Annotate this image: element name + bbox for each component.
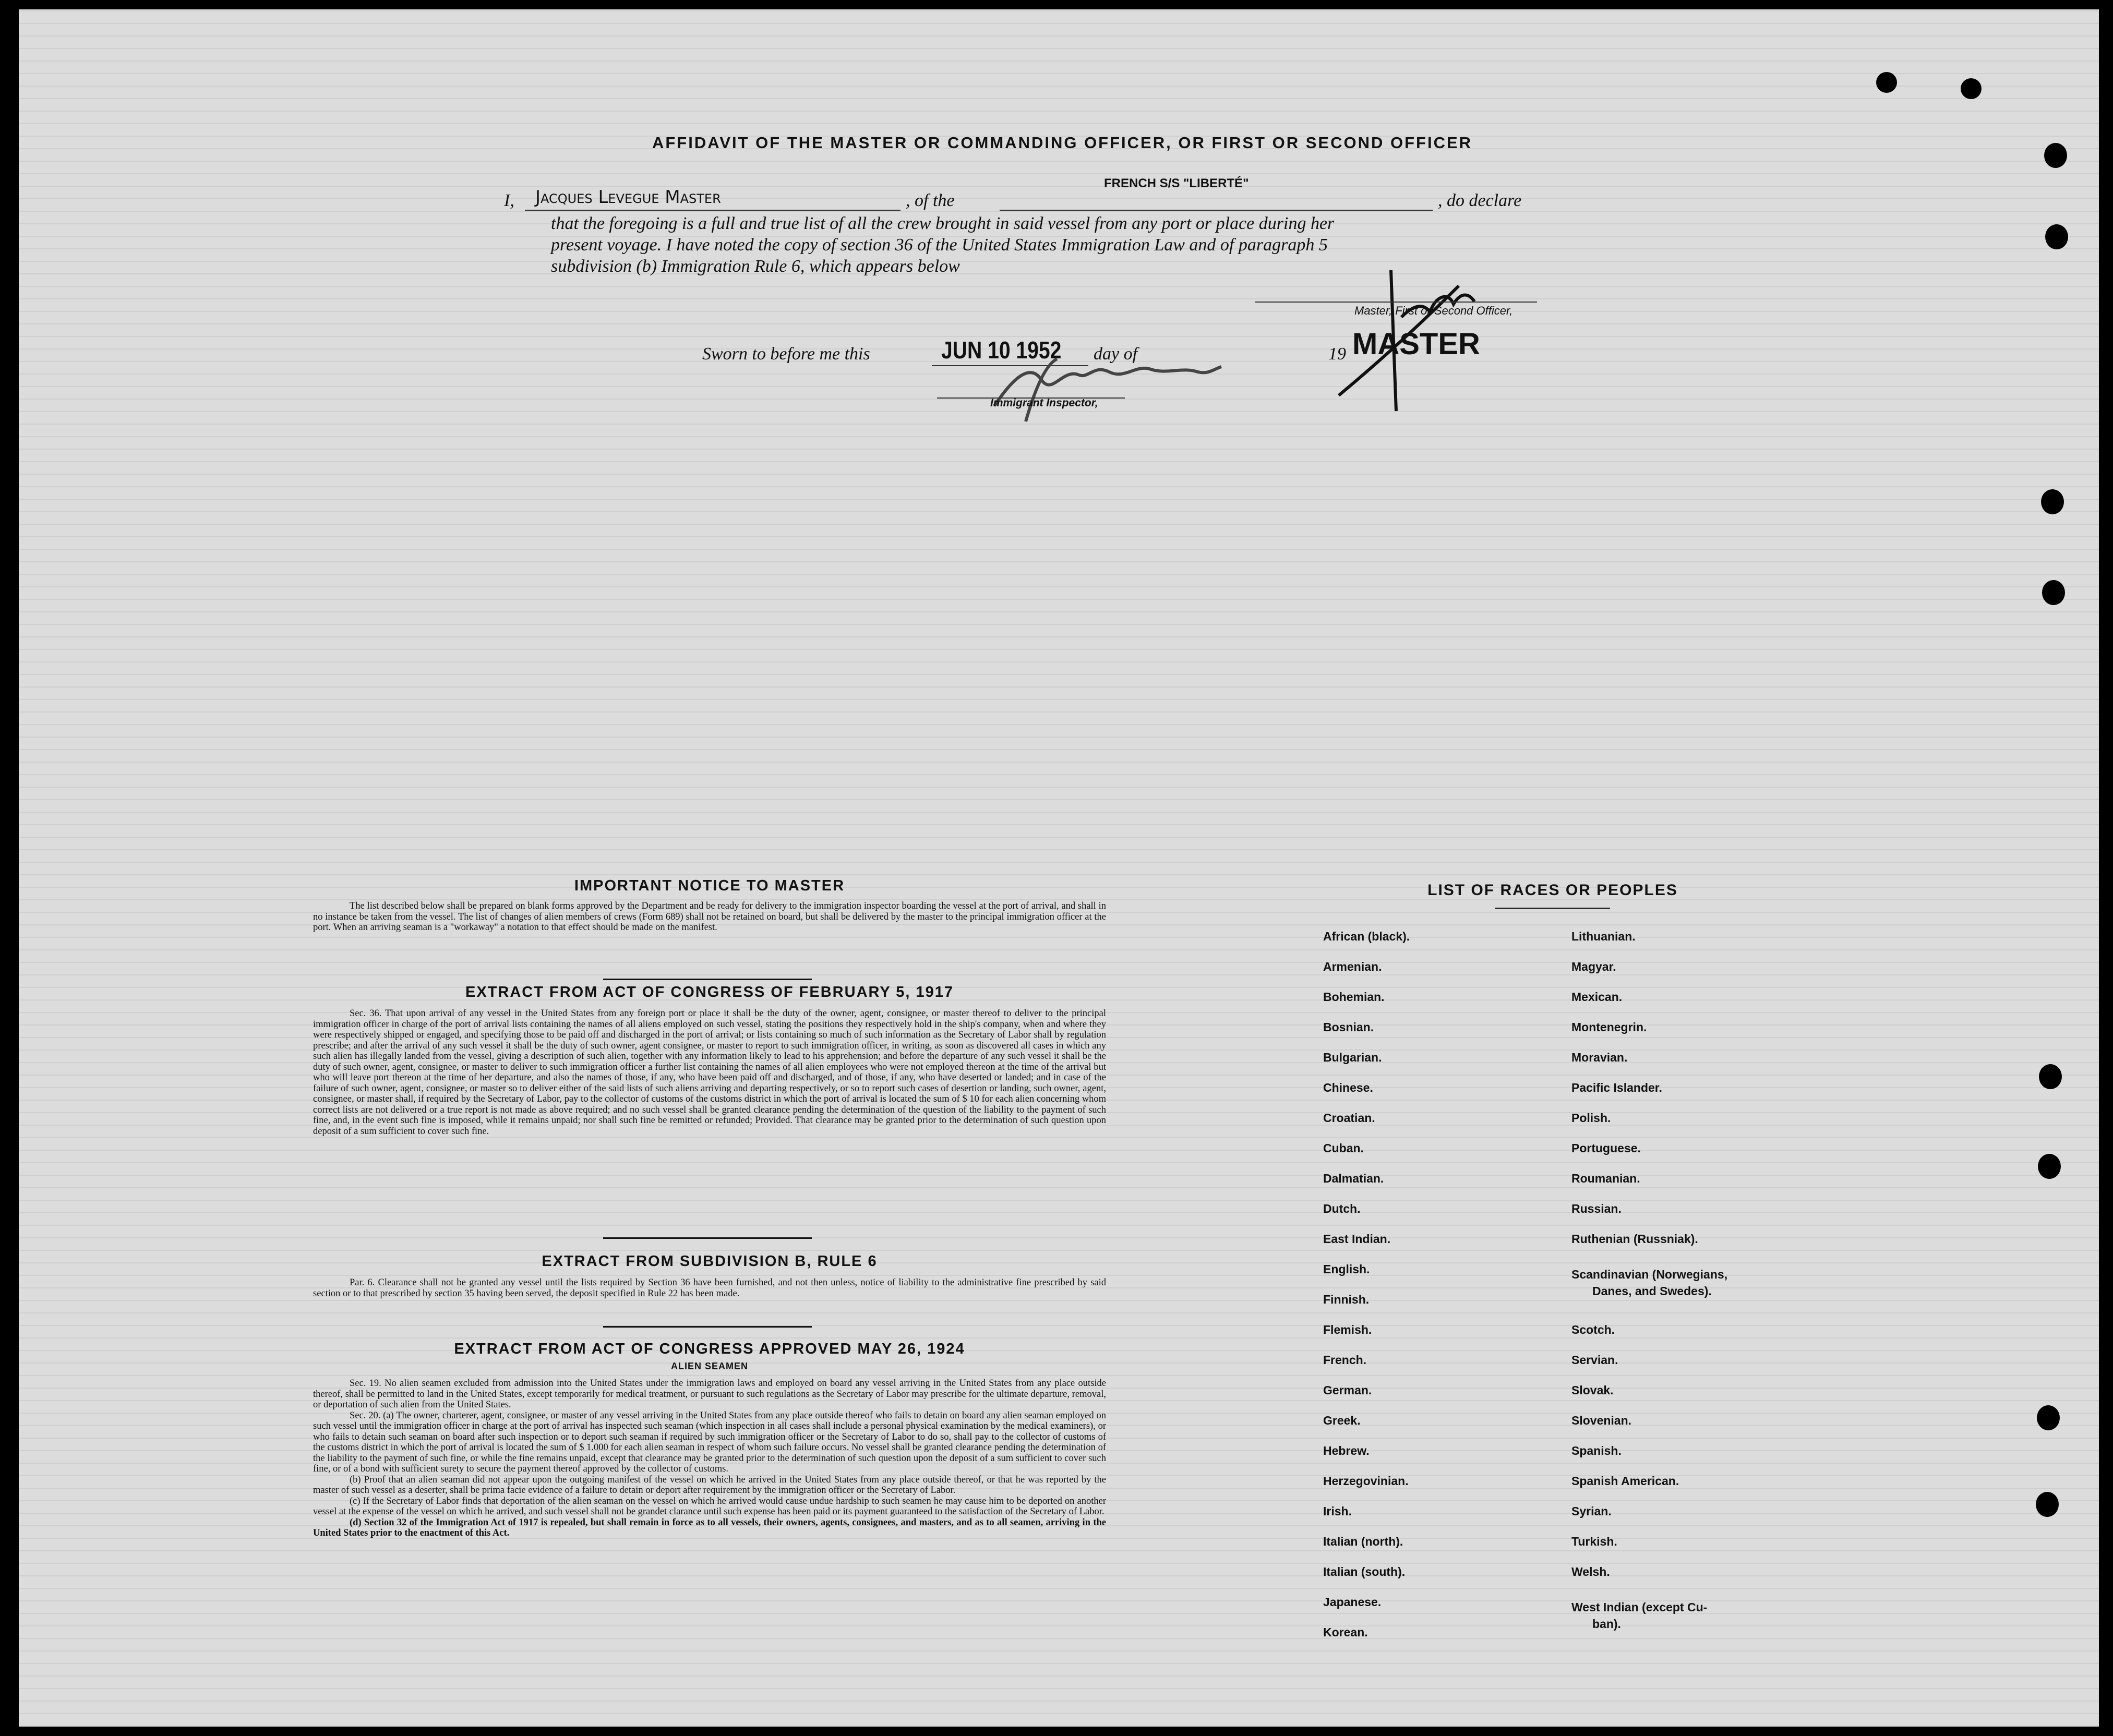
race-item: Dutch.	[1323, 1202, 1361, 1215]
sworn-text: Sworn to before me this	[702, 344, 870, 364]
race-item: German.	[1323, 1383, 1372, 1397]
punch-hole	[2038, 1154, 2061, 1179]
divider	[603, 1326, 812, 1328]
race-item: Croatian.	[1323, 1111, 1375, 1125]
notice-body: The list described below shall be prepared on blank forms approved by the Department and be ready for delivery to the immigration inspector boarding the vessel at the port of arrival, and shall in no instance be taken from the vessel. The list of changes of alien members of crews (Form 689) shall not be retained on board, but shall be delivered by the master to the principal immigration officer at the port. When an arriving seaman is a "workaway" a notation to that effect should be made on the manifest.	[313, 901, 1106, 933]
race-item: Scotch.	[1571, 1323, 1615, 1336]
race-item: Flemish.	[1323, 1323, 1372, 1336]
race-item: Herzegovinian.	[1323, 1474, 1409, 1488]
inspector-caption: Immigrant Inspector,	[990, 397, 1098, 409]
race-item: Portuguese.	[1571, 1141, 1641, 1155]
race-item: Bulgarian.	[1323, 1051, 1382, 1064]
of-the-text: , of the	[906, 191, 955, 210]
extract-1924-p2: Sec. 20. (a) The owner, charterer, agent, consignee, or master of any vessel arriving in the United States from any place outside thereof who fails to detain on board any alien seaman employed on such vessel until the immigration officer in charge at the port of arrival has inspected such seaman (which inspection in all cases shall include a personal physical examination by the medical examiners), or who fails to detain such seaman on board after such inspection or to deport such seaman if required by such immigration officer or the Secretary of Labor to do so, shall pay to the collector of customs of the customs district in which the port of arrival is located the sum of $ 1.000 for each alien seaman in respect of whom such failure occurs. No vessel shall be granted clearance pending the determination of the liability to the payment of such fine, or while the fine remains unpaid, except that clearance may be granted prior to the determination of such question upon the deposit of a sum sufficient to cover such fine, or of a bond with sufficient surety to secure the payment thereof approved by the collector of customs.	[313, 1410, 1106, 1474]
vessel-line	[1000, 210, 1433, 211]
affidavit-i: I,	[504, 191, 514, 210]
race-item: Korean.	[1323, 1625, 1368, 1639]
race-item: Russian.	[1571, 1202, 1622, 1215]
affidavit-body-3: subdivision (b) Immigration Rule 6, which appears below	[551, 257, 960, 276]
races-title: LIST OF RACES OR PEOPLES	[1427, 882, 1678, 899]
extract-rule6-section	[313, 1253, 1106, 1299]
extract-1917-title: EXTRACT FROM ACT OF CONGRESS OF FEBRUARY 5, 1917	[465, 984, 954, 1000]
extract-1924-section	[313, 1341, 1106, 1539]
race-item: English.	[1323, 1262, 1370, 1276]
inspector-signature	[984, 343, 1229, 427]
race-item: Polish.	[1571, 1111, 1611, 1125]
divider	[1495, 908, 1610, 909]
race-item: Mexican.	[1571, 990, 1623, 1004]
punch-hole	[2036, 1492, 2059, 1517]
extract-rule6-title: EXTRACT FROM SUBDIVISION B, RULE 6	[542, 1253, 878, 1270]
race-item: Greek.	[1323, 1414, 1361, 1427]
affidavit-body-2: present voyage. I have noted the copy of section 36 of the United States Immigration Law and of paragraph 5	[551, 235, 1328, 255]
race-item: Magyar.	[1571, 960, 1616, 973]
year-prefix: 19	[1328, 344, 1346, 364]
race-item: Servian.	[1571, 1353, 1618, 1367]
race-item: ban).	[1592, 1617, 1621, 1631]
race-item: Italian (north).	[1323, 1535, 1403, 1548]
master-name-handwritten: Jacques Levegue Master	[535, 187, 721, 208]
race-item: Ruthenian (Russniak).	[1571, 1232, 1698, 1246]
punch-hole	[2041, 489, 2064, 514]
race-item: Slovenian.	[1571, 1414, 1632, 1427]
race-item: Syrian.	[1571, 1504, 1612, 1518]
race-item: Welsh.	[1571, 1565, 1610, 1578]
day-of-text: day of	[1094, 344, 1138, 364]
race-item: Cuban.	[1323, 1141, 1364, 1155]
extract-1917-body: Sec. 36. That upon arrival of any vessel in the United States from any foreign port or place it shall be the duty of the owner, agent, consignee, or master thereof to deliver to the principal immigration officer in charge of the port of arrival lists containing the names of all aliens employed on such vessel, stating the positions they respectively hold in the ship's company, when and where they were respectively shipped or engaged, and specifying those to be paid off and discharged in the port of arrival; or lists containing so much of such information as the Secretary of Labor shall by regulation prescribe; and after the arrival of any such vessel it shall be the duty of such owner, agent consignee, or master to report to such immigration officer, in writing, as soon as discovered all cases in which any such alien has illegally landed from the vessel, giving a description of such alien, together with any information likely to lead to his apprehension; and before the departure of any such vessel it shall be the duty of such owner, agent, consignee, or master to deliver to such immigration officer a further list containing the names of all alien employees who were not employed thereon at the time of the arrival but who will leave port thereon at the time of her departure, and also the names of those, if any, who have been paid off and discharged, and of those, if any, who have deserted or landed; and in case of the failure of such owner, agent, consignee, or master so to deliver either of the said lists of such aliens arriving and departing respectively, or so to report such cases of desertion or landing, such owner, agent, consignee, or master shall, if required by the Secretary of Labor, pay to the collector of customs of the customs district in which the port of arrival is located the sum of $ 10 for each alien concerning whom correct lists are not delivered or a true report is not made as above required; and no such vessel shall be granted clearance pending the determination of the question of the liability to the payment of such fine, and, in the event such fine is imposed, while it remains unpaid; nor shall such fine be remitted or refunded; Provided. That clearance may be granted prior to the determination of such question upon deposit of a sum sufficient to cover such fine.	[313, 1008, 1106, 1137]
race-item: Armenian.	[1323, 960, 1382, 973]
race-item: Bohemian.	[1323, 990, 1385, 1004]
master-stamp: MASTER	[1352, 327, 1480, 361]
race-item: Roumanian.	[1571, 1172, 1640, 1185]
name-line	[525, 210, 901, 211]
notice-section	[313, 877, 1106, 933]
extract-1917-section	[313, 984, 1106, 1137]
race-item: French.	[1323, 1353, 1367, 1367]
extract-1924-subtitle: ALIEN SEAMEN	[670, 1361, 748, 1371]
race-item: Pacific Islander.	[1571, 1081, 1662, 1094]
vessel-stamp: FRENCH S/S "LIBERTÉ"	[1104, 176, 1249, 190]
race-item: Japanese.	[1323, 1595, 1382, 1609]
extract-1924-p3: (b) Proof that an alien seaman did not appear upon the outgoing manifest of the vessel on which he arrived in the United States from any place outside thereof, or that he was reported by the master of such vessel as a deserter, shall be prima facie evidence of a failure to detain or deport after requirement by the immigration officer or the Secretary of Labor.	[313, 1474, 1106, 1496]
race-item: Italian (south).	[1323, 1565, 1406, 1578]
race-item: Dalmatian.	[1323, 1172, 1384, 1185]
extract-1924-p1: Sec. 19. No alien seamen excluded from admission into the United States under the immigration laws and employed on board any vessel arriving in the United States from any place outside thereof, shall be permitted to land in the United States, except temporarily for medical treatment, or pursuant to such regulations as the Secretary of Labor may prescribe for the ultimate departure, removal, or deportation of such alien from the United States.	[313, 1378, 1106, 1410]
notice-title: IMPORTANT NOTICE TO MASTER	[574, 877, 845, 894]
do-declare-text: , do declare	[1438, 191, 1522, 210]
race-item: Slovak.	[1571, 1383, 1614, 1397]
extract-rule6-body: Par. 6. Clearance shall not be granted any vessel until the lists required by Section 36 have been furnished, and not then unless, notice of liability to the administrative fine prescribed by said section or to that prescribed by section 35 having been served, the deposit specified in Rule 22 has been made.	[313, 1277, 1106, 1299]
divider	[603, 1237, 812, 1239]
race-item: Hebrew.	[1323, 1444, 1370, 1457]
punch-hole	[2039, 1064, 2062, 1089]
race-item: Irish.	[1323, 1504, 1352, 1518]
race-item: Montenegrin.	[1571, 1020, 1647, 1034]
extract-1924-p5: (d) Section 32 of the Immigration Act of 1917 is repealed, but shall remain in force as to all vessels, their owners, agents, consignees, and masters, and as to all seamen, arriving in the United States prior to the enactment of this Act.	[313, 1517, 1106, 1538]
race-item: African (black).	[1323, 930, 1410, 943]
race-item: Danes, and Swedes).	[1592, 1284, 1712, 1298]
race-item: Finnish.	[1323, 1293, 1370, 1306]
punch-hole	[2037, 1405, 2060, 1430]
punch-hole	[1876, 72, 1897, 93]
punch-hole	[1961, 78, 1982, 99]
signature-line	[1255, 302, 1537, 303]
affidavit-title: AFFIDAVIT OF THE MASTER OR COMMANDING OFFICER, OR FIRST OR SECOND OFFICER	[652, 134, 1473, 152]
extract-1924-p4: (c) If the Secretary of Labor finds that deportation of the alien seaman on the vessel on which he arrived would cause undue hardship to such seamen he may cause him to be deported on another vessel at the expense of the vessel on which he arrived, and such vessel shall not be grandet clarance until such expense has been paid or its payment guaranteed to the satisfaction of the Secretary of Labor.	[313, 1496, 1106, 1517]
race-item: Bosnian.	[1323, 1020, 1374, 1034]
punch-hole	[2042, 580, 2065, 605]
sworn-date-stamp: JUN 10 1952	[941, 336, 1062, 364]
race-item: Scandinavian (Norwegians,	[1571, 1268, 1728, 1281]
race-item: Spanish.	[1571, 1444, 1622, 1457]
race-item: Turkish.	[1571, 1535, 1617, 1548]
race-item: Lithuanian.	[1571, 930, 1636, 943]
divider	[603, 979, 812, 980]
extract-1924-title: EXTRACT FROM ACT OF CONGRESS APPROVED MAY 26, 1924	[454, 1341, 965, 1357]
affidavit-body-1: that the foregoing is a full and true list of all the crew brought in said vessel from any port or place during her	[551, 214, 1335, 233]
punch-hole	[2045, 224, 2068, 249]
race-item: Moravian.	[1571, 1051, 1628, 1064]
race-item: West Indian (except Cu-	[1571, 1600, 1708, 1614]
signature-caption: Master, First or Second Officer,	[1354, 304, 1513, 317]
race-item: Chinese.	[1323, 1081, 1373, 1094]
punch-hole	[2044, 143, 2067, 168]
race-item: East Indian.	[1323, 1232, 1391, 1246]
race-item: Spanish American.	[1571, 1474, 1679, 1488]
document-page	[19, 9, 2099, 1727]
